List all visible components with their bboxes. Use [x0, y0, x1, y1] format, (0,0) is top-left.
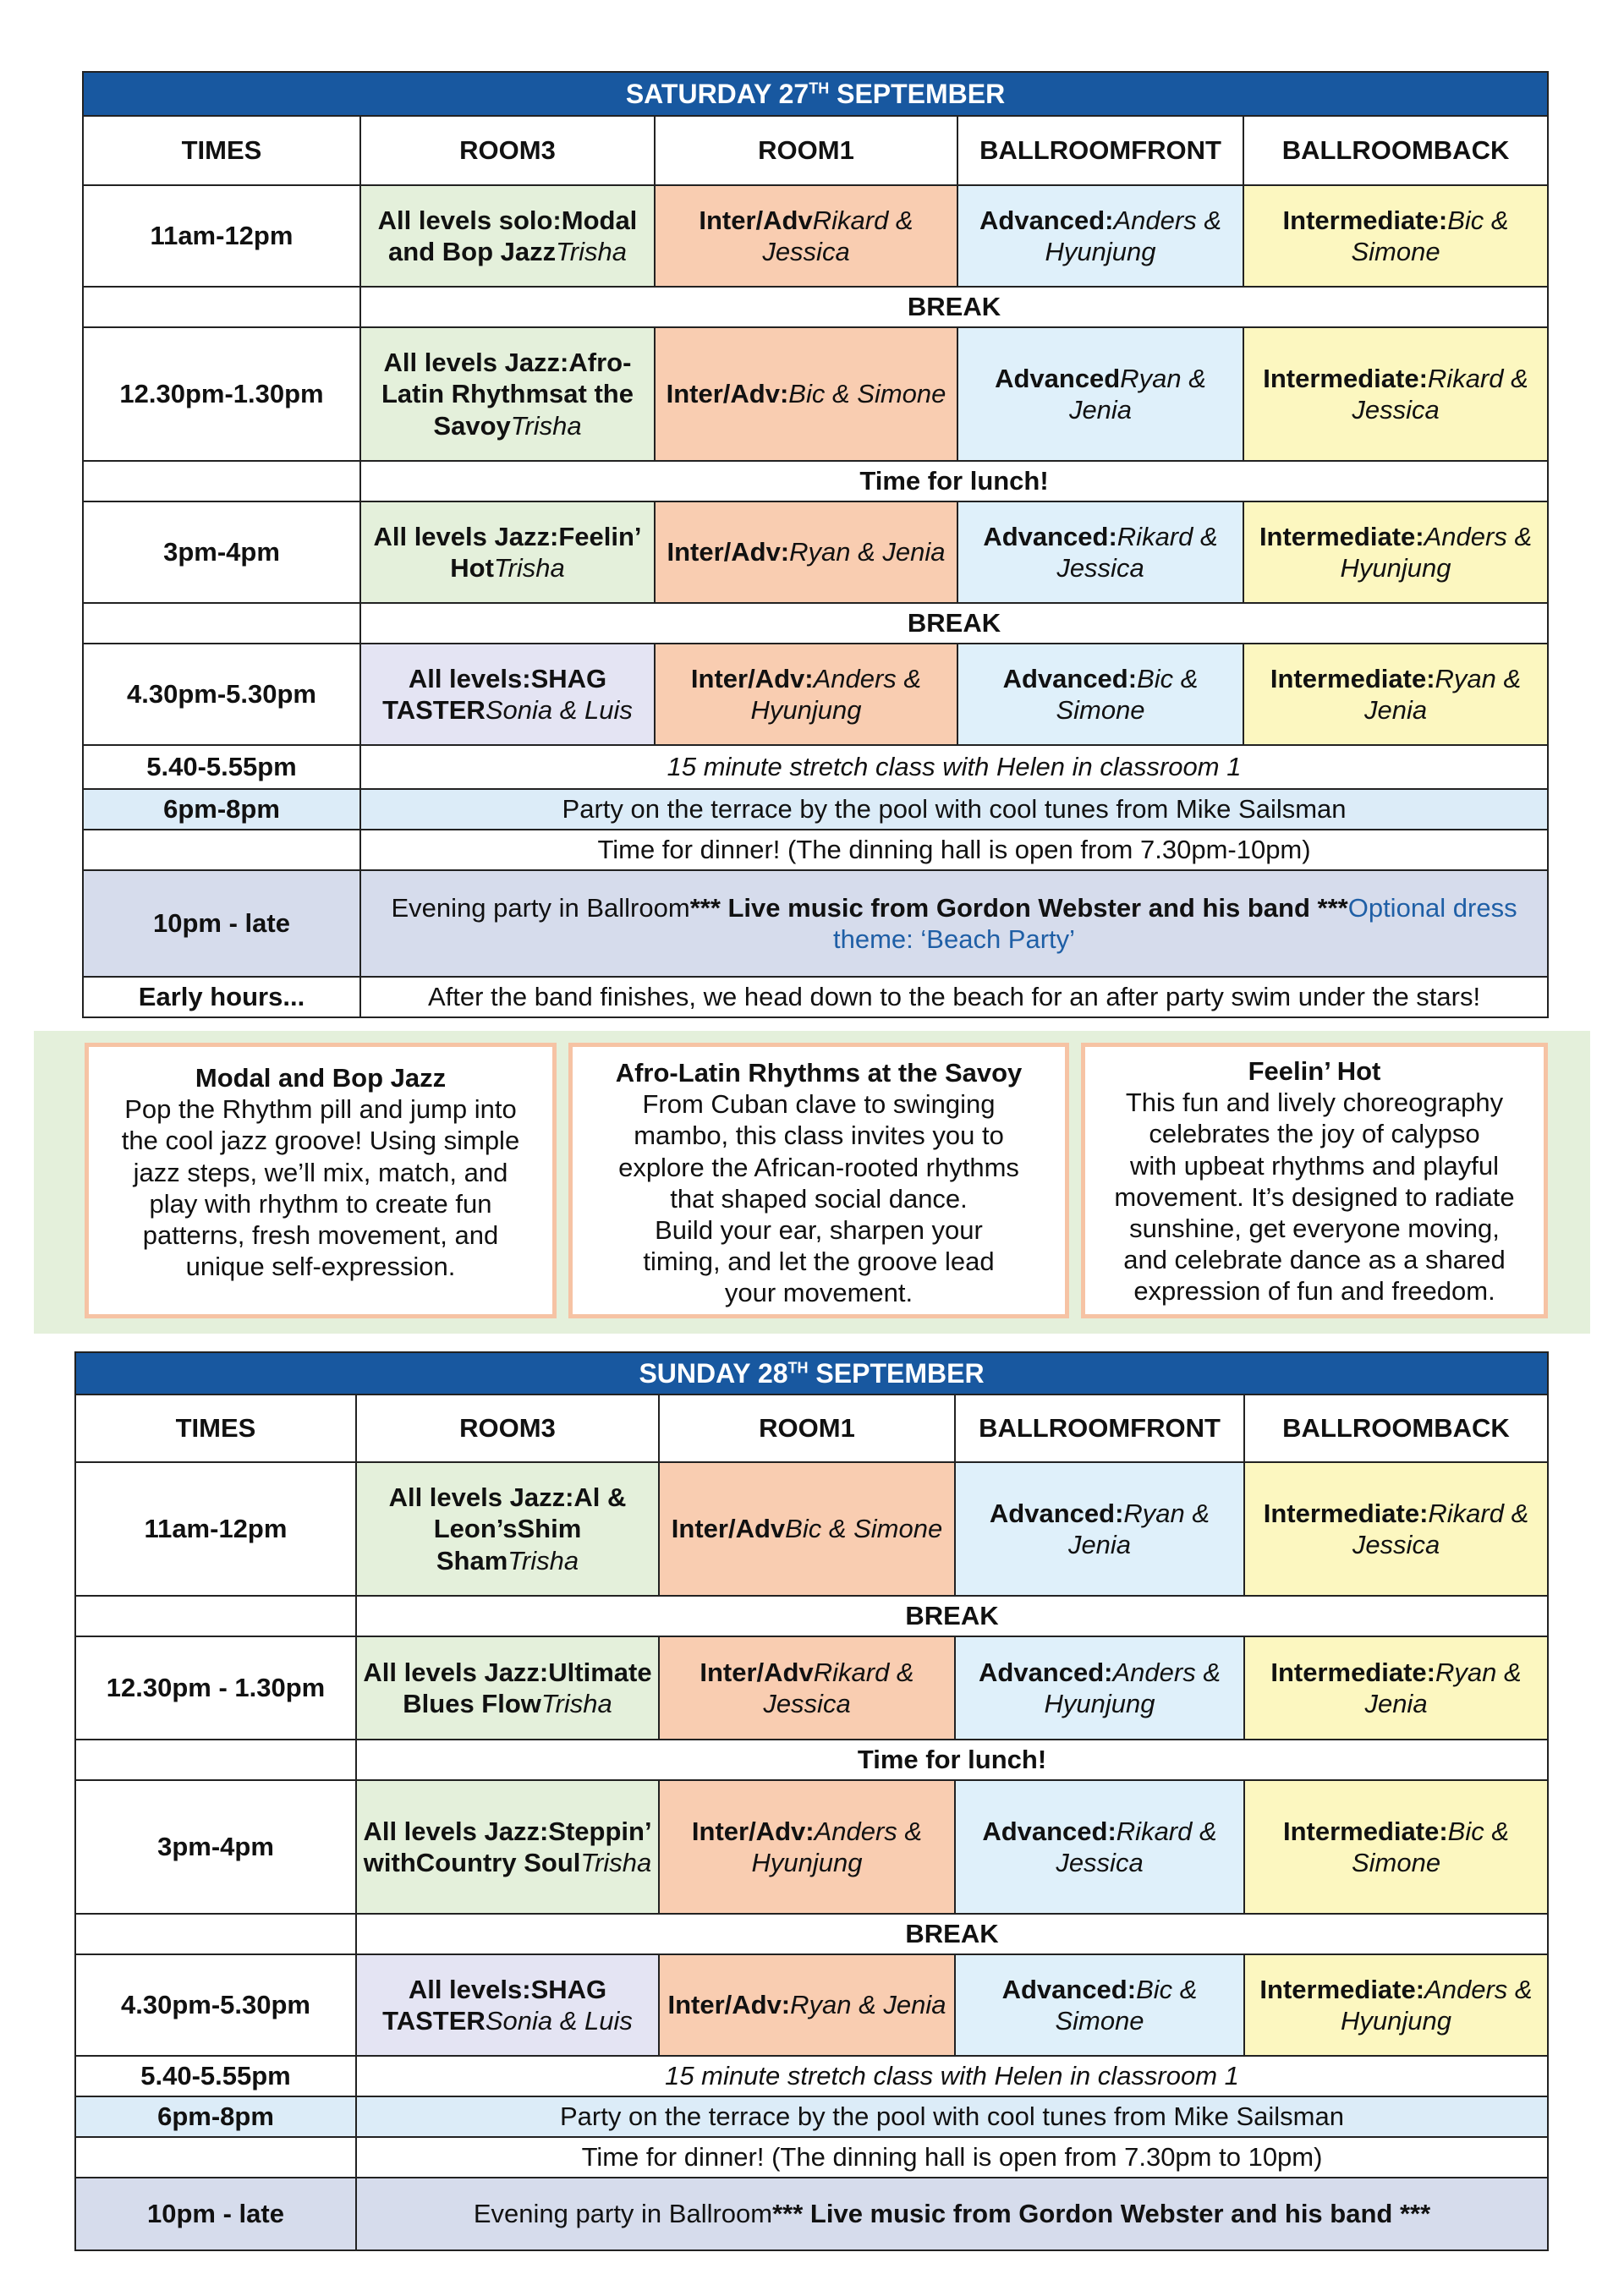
time-cell-empty — [75, 1596, 356, 1636]
time-cell: 11am-12pm — [75, 1462, 356, 1596]
header-ballroom-front: BALLROOMFRONT — [957, 116, 1243, 185]
time-cell: 10pm - late — [83, 870, 360, 977]
class-cell-room3: All levels Jazz:Al & Leon’sShim ShamTrisha — [356, 1462, 659, 1596]
class-cell-room1: Inter/Adv:Ryan & Jenia — [655, 501, 957, 603]
sunday-title: SUNDAY 28TH SEPTEMBER — [75, 1352, 1548, 1395]
class-cell-room1: Inter/AdvRikard & Jessica — [655, 185, 957, 287]
time-cell-empty — [75, 1740, 356, 1780]
time-cell: Early hours... — [83, 977, 360, 1017]
header-times: TIMES — [83, 116, 360, 185]
sunday-title-row — [75, 1352, 1548, 1395]
sunday-header-row — [75, 1395, 1548, 1462]
class-cell-room1: Inter/Adv:Bic & Simone — [655, 327, 957, 461]
class-cell-ballroom-back: Intermediate:Ryan & Jenia — [1244, 1636, 1548, 1740]
time-cell-empty — [83, 830, 360, 870]
header-times: TIMES — [75, 1395, 356, 1462]
header-room1: ROOM1 — [659, 1395, 955, 1462]
class-cell-room1: Inter/Adv:Anders & Hyunjung — [659, 1780, 955, 1914]
time-cell-empty — [75, 2137, 356, 2178]
class-cell-ballroom-front: Advanced:Bic & Simone — [957, 644, 1243, 745]
time-cell: 12.30pm-1.30pm — [83, 327, 360, 461]
class-cell-room1: Inter/Adv:Anders & Hyunjung — [655, 644, 957, 745]
dress-theme-text: Optional dress theme: ‘Beach Party’ — [833, 892, 1517, 954]
evening-party-cell: Evening party in Ballroom*** Live music from Gordon Webster and his band *** — [356, 2178, 1548, 2250]
header-room1: ROOM1 — [655, 116, 957, 185]
sunday-stretch-row — [75, 2056, 1548, 2096]
time-cell: 10pm - late — [75, 2178, 356, 2250]
class-cell-ballroom-front: Advanced:Ryan & Jenia — [955, 1462, 1244, 1596]
description-card-feelin-hot: Feelin’ Hot This fun and lively choreography celebrates the joy of calypso with upbeat rhythms and playful movement. It’s designed to radiate sunshine, get everyone moving, and celebrate dance as a shared expression of fun and freedom. — [1081, 1043, 1548, 1318]
class-cell-ballroom-back: Intermediate:Bic & Simone — [1244, 1780, 1548, 1914]
saturday-title-row — [83, 72, 1548, 116]
class-cell-room3: All levels Jazz:Ultimate Blues FlowTrisha — [356, 1636, 659, 1740]
saturday-row-3pm — [83, 501, 1548, 603]
sunday-row-430pm — [75, 1954, 1548, 2056]
break-label: BREAK — [356, 1914, 1548, 1954]
party-text: Party on the terrace by the pool with cool tunes from Mike Sailsman — [356, 2096, 1548, 2137]
class-cell-room3: All levels Jazz:Afro-Latin Rhythmsat the SavoyTrisha — [360, 327, 655, 461]
time-cell: 3pm-4pm — [83, 501, 360, 603]
sunday-party-row — [75, 2096, 1548, 2137]
saturday-break-row-2 — [83, 603, 1548, 644]
sunday-lunch-row — [75, 1740, 1548, 1780]
evening-party-cell: Evening party in Ballroom*** Live music from Gordon Webster and his band ***Optional dress theme: ‘Beach Party’ — [360, 870, 1548, 977]
time-cell: 12.30pm - 1.30pm — [75, 1636, 356, 1740]
class-cell-ballroom-back: Intermediate:Rikard & Jessica — [1243, 327, 1548, 461]
class-cell-room3: All levels:SHAG TASTERSonia & Luis — [360, 644, 655, 745]
dinner-text: Time for dinner! (The dinning hall is open from 7.30pm-10pm) — [360, 830, 1548, 870]
early-hours-text: After the band finishes, we head down to the beach for an after party swim under the stars! — [360, 977, 1548, 1017]
time-cell-empty — [83, 287, 360, 327]
break-label: BREAK — [356, 1596, 1548, 1636]
lunch-label: Time for lunch! — [356, 1740, 1548, 1780]
saturday-row-1230pm — [83, 327, 1548, 461]
description-title: Feelin’ Hot — [1248, 1056, 1381, 1086]
class-cell-room1: Inter/AdvRikard & Jessica — [659, 1636, 955, 1740]
party-text: Party on the terrace by the pool with cool tunes from Mike Sailsman — [360, 789, 1548, 830]
class-cell-ballroom-back: Intermediate:Bic & Simone — [1243, 185, 1548, 287]
header-ballroom-back: BALLROOMBACK — [1244, 1395, 1548, 1462]
time-cell: 5.40-5.55pm — [75, 2056, 356, 2096]
dinner-text: Time for dinner! (The dinning hall is open from 7.30pm to 10pm) — [356, 2137, 1548, 2178]
time-cell-empty — [83, 603, 360, 644]
class-cell-ballroom-front: Advanced:Anders & Hyunjung — [957, 185, 1243, 287]
sunday-dinner-row — [75, 2137, 1548, 2178]
class-cell-room1: Inter/AdvBic & Simone — [659, 1462, 955, 1596]
sunday-evening-row — [75, 2178, 1548, 2250]
class-descriptions-band — [34, 1031, 1590, 1334]
class-cell-ballroom-front: Advanced:Rikard & Jessica — [957, 501, 1243, 603]
sunday-row-1230pm — [75, 1636, 1548, 1740]
time-cell-empty — [75, 1914, 356, 1954]
time-cell: 4.30pm-5.30pm — [83, 644, 360, 745]
time-cell: 6pm-8pm — [83, 789, 360, 830]
class-cell-room3: All levels Jazz:Feelin’ HotTrisha — [360, 501, 655, 603]
saturday-title: SATURDAY 27TH SEPTEMBER — [83, 72, 1548, 116]
time-cell-empty — [83, 461, 360, 501]
stretch-text: 15 minute stretch class with Helen in classroom 1 — [356, 2056, 1548, 2096]
class-cell-ballroom-front: Advanced:Bic & Simone — [955, 1954, 1244, 2056]
class-cell-room3: All levels solo:Modal and Bop JazzTrisha — [360, 185, 655, 287]
class-cell-room3: All levels Jazz:Steppin’ withCountry SoulTrisha — [356, 1780, 659, 1914]
saturday-row-11am — [83, 185, 1548, 287]
time-cell: 11am-12pm — [83, 185, 360, 287]
saturday-header-row — [83, 116, 1548, 185]
saturday-schedule-table — [82, 71, 1549, 1018]
class-cell-room1: Inter/Adv:Ryan & Jenia — [659, 1954, 955, 2056]
header-room3: ROOM3 — [360, 116, 655, 185]
header-ballroom-front: BALLROOMFRONT — [955, 1395, 1244, 1462]
saturday-dinner-row — [83, 830, 1548, 870]
header-ballroom-back: BALLROOMBACK — [1243, 116, 1548, 185]
break-label: BREAK — [360, 287, 1548, 327]
description-card-modal-bop: Modal and Bop Jazz Pop the Rhythm pill and jump into the cool jazz groove! Using simple jazz steps, we’ll mix, match, and play with rhythm to create fun patterns, fresh movement, and unique self-expression. — [85, 1043, 557, 1318]
saturday-row-430pm — [83, 644, 1548, 745]
sunday-break-row-2 — [75, 1914, 1548, 1954]
sunday-schedule-table — [74, 1351, 1549, 2251]
description-title: Modal and Bop Jazz — [195, 1063, 447, 1093]
saturday-evening-row — [83, 870, 1548, 977]
sunday-row-11am — [75, 1462, 1548, 1596]
saturday-early-row — [83, 977, 1548, 1017]
class-cell-room3: All levels:SHAG TASTERSonia & Luis — [356, 1954, 659, 2056]
saturday-break-row — [83, 287, 1548, 327]
saturday-lunch-row — [83, 461, 1548, 501]
time-cell: 3pm-4pm — [75, 1780, 356, 1914]
time-cell: 4.30pm-5.30pm — [75, 1954, 356, 2056]
description-title: Afro-Latin Rhythms at the Savoy — [615, 1058, 1023, 1088]
saturday-party-row — [83, 789, 1548, 830]
class-cell-ballroom-front: AdvancedRyan & Jenia — [957, 327, 1243, 461]
class-cell-ballroom-back: Intermediate:Anders & Hyunjung — [1244, 1954, 1548, 2056]
description-card-afro-latin: Afro-Latin Rhythms at the Savoy From Cuban clave to swinging mambo, this class invites you to explore the African-rooted rhythms that shaped social dance. Build your ear, sharpen your timing, and let the groove lead your movement. — [568, 1043, 1069, 1318]
time-cell: 6pm-8pm — [75, 2096, 356, 2137]
sunday-row-3pm — [75, 1780, 1548, 1914]
stretch-text: 15 minute stretch class with Helen in classroom 1 — [360, 745, 1548, 789]
saturday-stretch-row — [83, 745, 1548, 789]
header-room3: ROOM3 — [356, 1395, 659, 1462]
sunday-break-row — [75, 1596, 1548, 1636]
time-cell: 5.40-5.55pm — [83, 745, 360, 789]
class-cell-ballroom-back: Intermediate:Anders & Hyunjung — [1243, 501, 1548, 603]
class-cell-ballroom-front: Advanced:Anders & Hyunjung — [955, 1636, 1244, 1740]
break-label: BREAK — [360, 603, 1548, 644]
lunch-label: Time for lunch! — [360, 461, 1548, 501]
class-cell-ballroom-back: Intermediate:Ryan & Jenia — [1243, 644, 1548, 745]
class-cell-ballroom-back: Intermediate:Rikard & Jessica — [1244, 1462, 1548, 1596]
class-cell-ballroom-front: Advanced:Rikard & Jessica — [955, 1780, 1244, 1914]
